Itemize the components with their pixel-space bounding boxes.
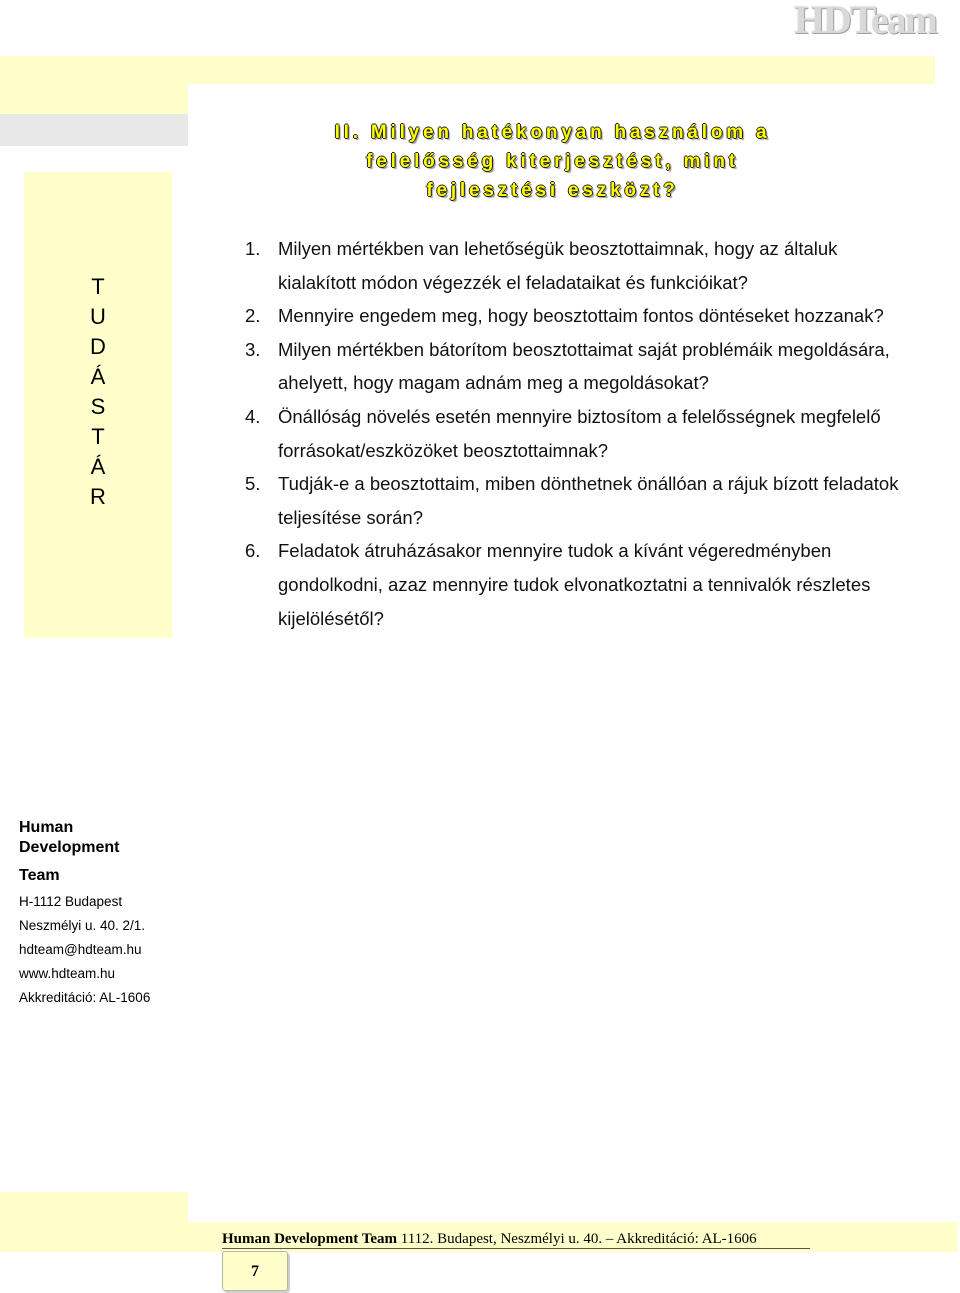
contact-block <box>19 818 219 1010</box>
question-number: 3. <box>245 338 261 360</box>
footer-address: 1112. Budapest, Neszmélyi u. 40. – Akkreditáció: AL-1606 <box>397 1231 757 1247</box>
section-title <box>210 118 895 205</box>
question-text: Milyen mértékben bátorítom beosztottaimat saját problémáik megoldására, ahelyett, hogy magam adnám meg a megoldásokat? <box>278 338 890 394</box>
question-text: Milyen mértékben van lehetőségük beosztottaimnak, hogy az általuk kialakított módon végezzék el feladataikat és funkcióikat? <box>278 238 838 293</box>
header-band <box>0 56 935 84</box>
question-item <box>245 534 910 635</box>
sidebar-letter: U <box>90 304 106 329</box>
title-accent-bar <box>0 114 188 146</box>
question-text: Feladatok átruházásakor mennyire tudok a kívánt végeredményben gondolkodni, azaz mennyire tudok elvonatkoztatni a tennivalók részletes kijelölésétől? <box>278 540 871 629</box>
sidebar-letter: D <box>90 334 106 359</box>
sidebar-vertical-label <box>24 272 172 512</box>
sidebar-letter: S <box>90 394 106 419</box>
question-text: Önállóság növelés esetén mennyire biztosítom a felelősségnek megfelelő forrásokat/eszközöket beosztottaimnak? <box>278 405 881 461</box>
sidebar-letter: Á <box>90 454 106 479</box>
section-title-line: felelősség kiterjesztést, mint <box>366 151 739 172</box>
footer-rule <box>222 1248 810 1249</box>
org-name-line: Development <box>19 839 120 856</box>
website-text: www.hdteam.hu <box>19 966 116 981</box>
page-number: 7 <box>251 1263 259 1280</box>
question-text: Mennyire engedem meg, hogy beosztottaim fontos döntéseket hozzanak? <box>278 305 884 327</box>
section-title-line: II. Milyen hatékonyan használom a <box>334 122 771 143</box>
sidebar-letter: T <box>91 274 105 299</box>
header-band-left <box>0 84 188 114</box>
question-number: 2. <box>245 305 261 327</box>
question-item <box>245 333 910 400</box>
question-item <box>245 232 910 299</box>
org-name-line: Team <box>19 867 60 884</box>
email-text: hdteam@hdteam.hu <box>19 942 142 957</box>
footer-org-name: Human Development Team <box>222 1231 398 1247</box>
question-item <box>245 467 910 534</box>
question-item <box>245 400 910 467</box>
question-text: Tudják-e a beosztottaim, miben dönthetnek önállóan a rájuk bízott feladatok teljesítése során? <box>278 473 899 528</box>
question-item <box>245 299 910 333</box>
hdteam-logo: HDTeam <box>793 0 936 42</box>
sidebar-letter: Á <box>90 364 106 389</box>
question-list <box>245 232 910 635</box>
footer-band-left <box>0 1192 188 1222</box>
question-number: 5. <box>245 473 261 495</box>
address-line: H-1112 Budapest <box>19 894 123 909</box>
page-number-box <box>222 1251 288 1291</box>
address-line: Neszmélyi u. 40. 2/1. <box>19 918 146 933</box>
question-number: 4. <box>245 405 261 427</box>
accreditation-text: Akkreditáció: AL-1606 <box>19 990 151 1005</box>
sidebar-letter: R <box>90 484 106 509</box>
sidebar-letter: T <box>91 424 105 449</box>
question-number: 6. <box>245 540 261 562</box>
section-title-line: fejlesztési eszközt? <box>426 180 679 201</box>
footer-info <box>222 1230 757 1248</box>
org-name-line: Human <box>19 819 74 836</box>
question-number: 1. <box>245 238 261 259</box>
